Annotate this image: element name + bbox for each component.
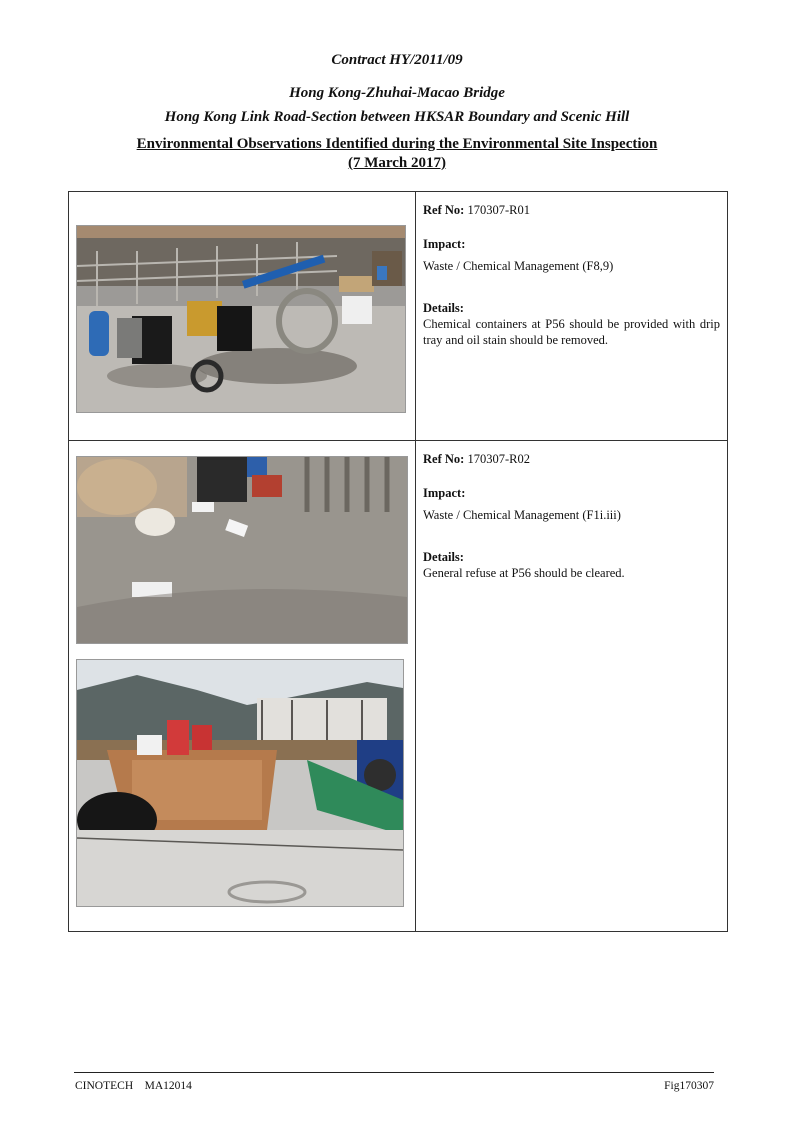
photo-cell	[69, 441, 416, 932]
ref-label: Ref No:	[423, 203, 465, 217]
observations-table	[68, 191, 728, 932]
impact-value: Waste / Chemical Management (F8,9)	[423, 259, 614, 273]
impact-label: Impact:	[423, 486, 466, 500]
photo-cell	[69, 192, 416, 441]
details-text: Chemical containers at P56 should be provided with drip tray and oil stain should be removed.	[423, 317, 720, 347]
project-section: Hong Kong Link Road-Section between HKSAR Boundary and Scenic Hill	[164, 109, 630, 125]
observation-row	[69, 441, 728, 932]
footer-figure-number: Fig170307	[664, 1080, 714, 1092]
details-text: General refuse at P56 should be cleared.	[423, 566, 625, 580]
contract-number: Contract HY/2011/09	[331, 52, 463, 68]
observation-description	[416, 441, 728, 932]
observation-description	[416, 192, 728, 441]
site-photo-refuse-skip	[76, 659, 404, 907]
details-label: Details:	[423, 550, 464, 564]
document-title: Environmental Observations Identified during the Environmental Site Inspection	[136, 136, 658, 152]
footer-report-ref: MA12014	[144, 1080, 192, 1092]
footer-divider	[74, 1072, 714, 1073]
site-photo-chemical-containers	[76, 225, 406, 413]
impact-label: Impact:	[423, 237, 466, 251]
footer-left	[75, 1080, 192, 1092]
observation-row	[69, 192, 728, 441]
footer-company: CINOTECH	[75, 1080, 134, 1092]
impact-value: Waste / Chemical Management (F1i.iii)	[423, 508, 621, 522]
project-name: Hong Kong-Zhuhai-Macao Bridge	[289, 85, 505, 101]
ref-label: Ref No:	[423, 452, 465, 466]
ref-number: 170307-R02	[467, 452, 530, 466]
inspection-date: (7 March 2017)	[347, 155, 447, 171]
details-label: Details:	[423, 301, 464, 315]
ref-number: 170307-R01	[467, 203, 530, 217]
site-photo-refuse-ground	[76, 456, 408, 644]
